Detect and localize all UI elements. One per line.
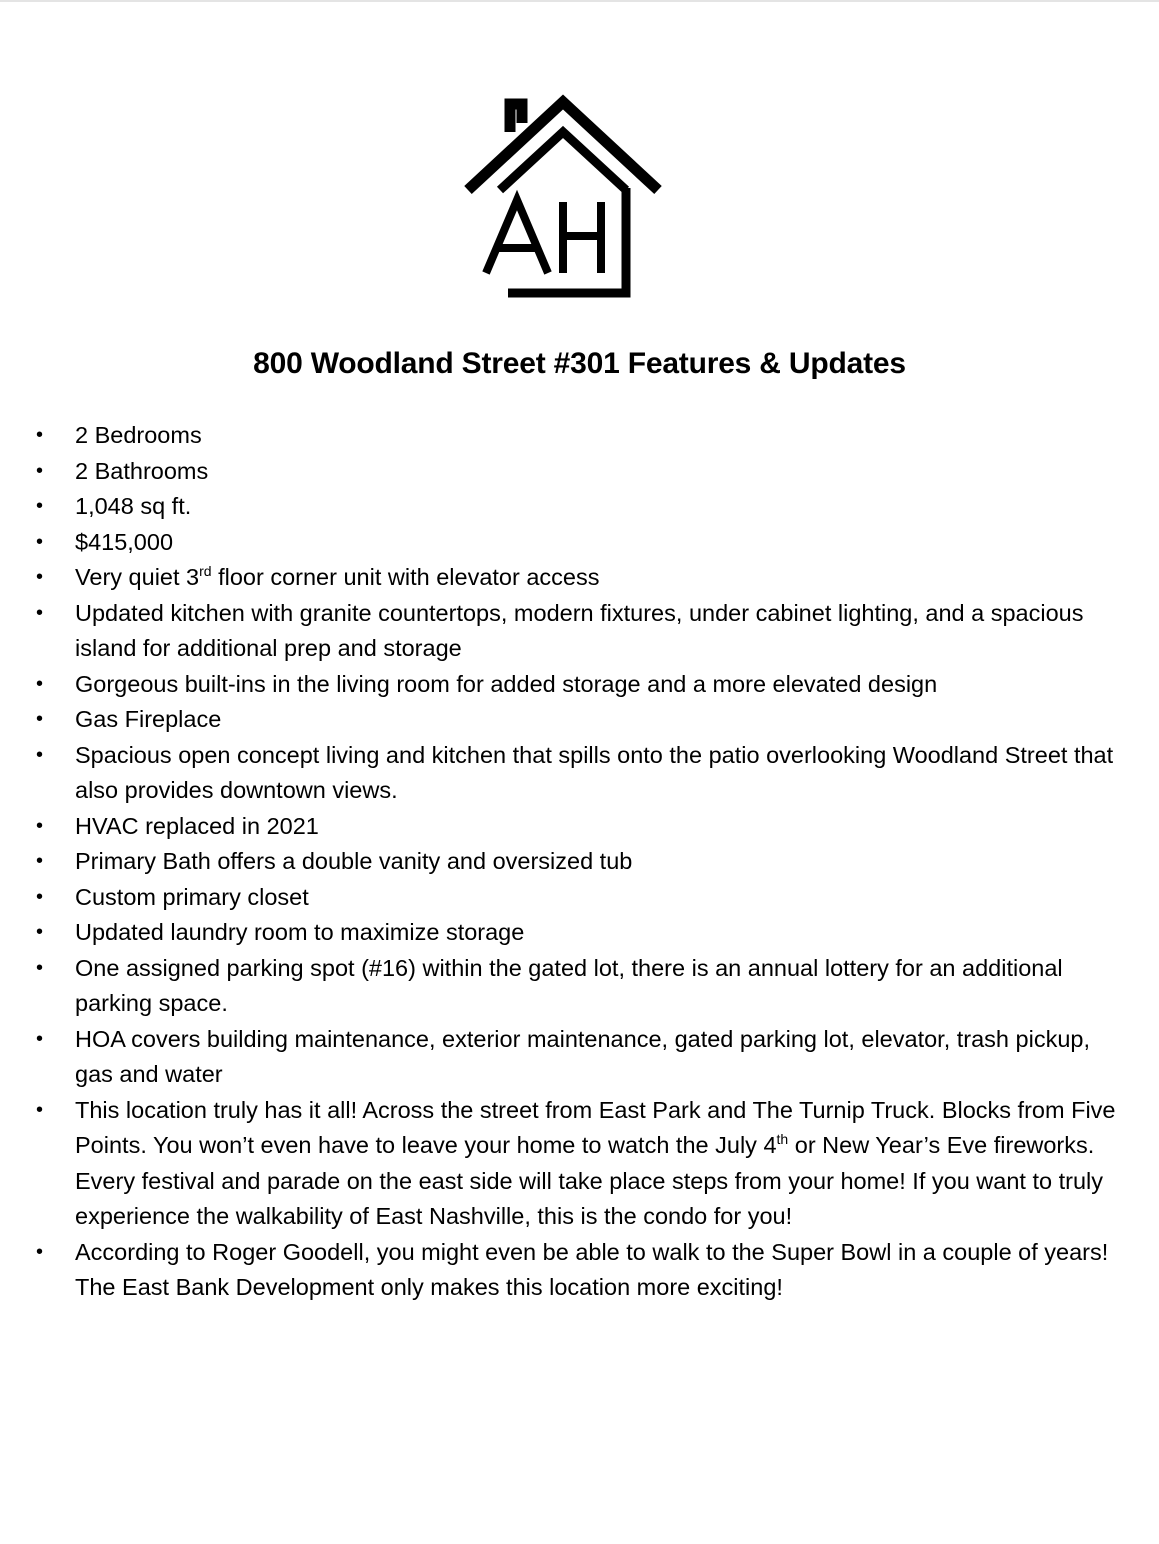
feature-text bbox=[75, 564, 600, 590]
feature-item bbox=[30, 525, 1130, 561]
house-icon bbox=[462, 92, 662, 304]
feature-text-part: This location truly has it all! Across the street from East Park and The Turnip Truck. Blocks from Five Points. You won’t even have to leave your home to watch the July 4 bbox=[75, 1096, 1116, 1158]
feature-text-part: Very quiet 3 bbox=[75, 564, 200, 590]
feature-text: HVAC replaced in 2021 bbox=[75, 812, 319, 839]
bullet-icon: • bbox=[36, 708, 44, 730]
bullet-icon: • bbox=[36, 814, 44, 837]
feature-text-part: or New Year’s Eve fireworks. Every festival and parade on the east side will take place steps from your home! If you want to truly experience the walkability of East Nashville, this is the condo for you! bbox=[75, 1132, 1103, 1229]
feature-superscript: th bbox=[776, 1131, 789, 1148]
feature-item bbox=[30, 1235, 1130, 1306]
bullet-icon: • bbox=[36, 672, 44, 695]
feature-superscript: rd bbox=[199, 563, 212, 580]
bullet-icon: • bbox=[36, 530, 44, 553]
feature-item bbox=[30, 489, 1130, 525]
bullet-icon: • bbox=[36, 850, 44, 872]
bullet-icon: • bbox=[36, 1240, 44, 1263]
page-title: 800 Woodland Street #301 Features & Updates bbox=[253, 347, 906, 380]
feature-text: 1,048 sq ft. bbox=[75, 493, 192, 519]
feature-text: According to Roger Goodell, you might even be able to walk to the Super Bowl in a couple of years! The East Bank Development only makes this location more exciting! bbox=[75, 1238, 1109, 1300]
bullet-icon: • bbox=[36, 743, 44, 766]
feature-text: Gorgeous built-ins in the living room for added storage and a more elevated design bbox=[75, 670, 938, 697]
feature-item bbox=[30, 454, 1130, 490]
feature-item bbox=[30, 880, 1130, 916]
feature-item bbox=[30, 738, 1130, 809]
bullet-icon: • bbox=[36, 424, 44, 446]
feature-text: HOA covers building maintenance, exterior maintenance, gated parking lot, elevator, trash pickup, gas and water bbox=[75, 1025, 1090, 1087]
feature-text: One assigned parking spot (#16) within the gated lot, there is an annual lottery for an additional parking space. bbox=[75, 954, 1063, 1016]
bullet-icon: • bbox=[36, 495, 44, 517]
feature-text: Gas Fireplace bbox=[75, 706, 222, 732]
feature-item bbox=[30, 915, 1130, 951]
feature-text bbox=[75, 1097, 1115, 1230]
feature-text: Primary Bath offers a double vanity and oversized tub bbox=[75, 848, 633, 874]
feature-text: Updated laundry room to maximize storage bbox=[75, 919, 525, 945]
feature-item bbox=[30, 1022, 1130, 1093]
feature-item bbox=[30, 702, 1130, 738]
bullet-icon: • bbox=[36, 1098, 44, 1121]
bullet-icon: • bbox=[36, 956, 44, 979]
feature-item bbox=[30, 809, 1130, 845]
feature-item bbox=[30, 560, 1130, 596]
bullet-icon: • bbox=[36, 459, 44, 482]
feature-item bbox=[30, 667, 1130, 703]
feature-item bbox=[30, 951, 1130, 1022]
bullet-icon: • bbox=[36, 1027, 44, 1050]
feature-text: Custom primary closet bbox=[75, 883, 309, 910]
features-list bbox=[30, 418, 1130, 1306]
feature-text: Spacious open concept living and kitchen that spills onto the patio overlooking Woodland Street that also provides downtown views. bbox=[75, 741, 1114, 803]
bullet-icon: • bbox=[36, 885, 44, 908]
feature-text: Updated kitchen with granite countertops, modern fixtures, under cabinet lighting, and a spacious island for additional prep and storage bbox=[75, 599, 1084, 661]
feature-item bbox=[30, 418, 1130, 454]
feature-item bbox=[30, 1093, 1130, 1235]
feature-item bbox=[30, 596, 1130, 667]
ah-house-logo bbox=[462, 92, 662, 304]
feature-text: 2 Bathrooms bbox=[75, 457, 209, 484]
feature-text: $415,000 bbox=[75, 528, 174, 555]
feature-text-part: floor corner unit with elevator access bbox=[211, 564, 600, 590]
top-divider bbox=[0, 0, 1159, 2]
feature-item bbox=[30, 844, 1130, 880]
feature-text: 2 Bedrooms bbox=[75, 422, 202, 448]
bullet-icon: • bbox=[36, 566, 44, 588]
bullet-icon: • bbox=[36, 921, 44, 943]
bullet-icon: • bbox=[36, 601, 44, 624]
